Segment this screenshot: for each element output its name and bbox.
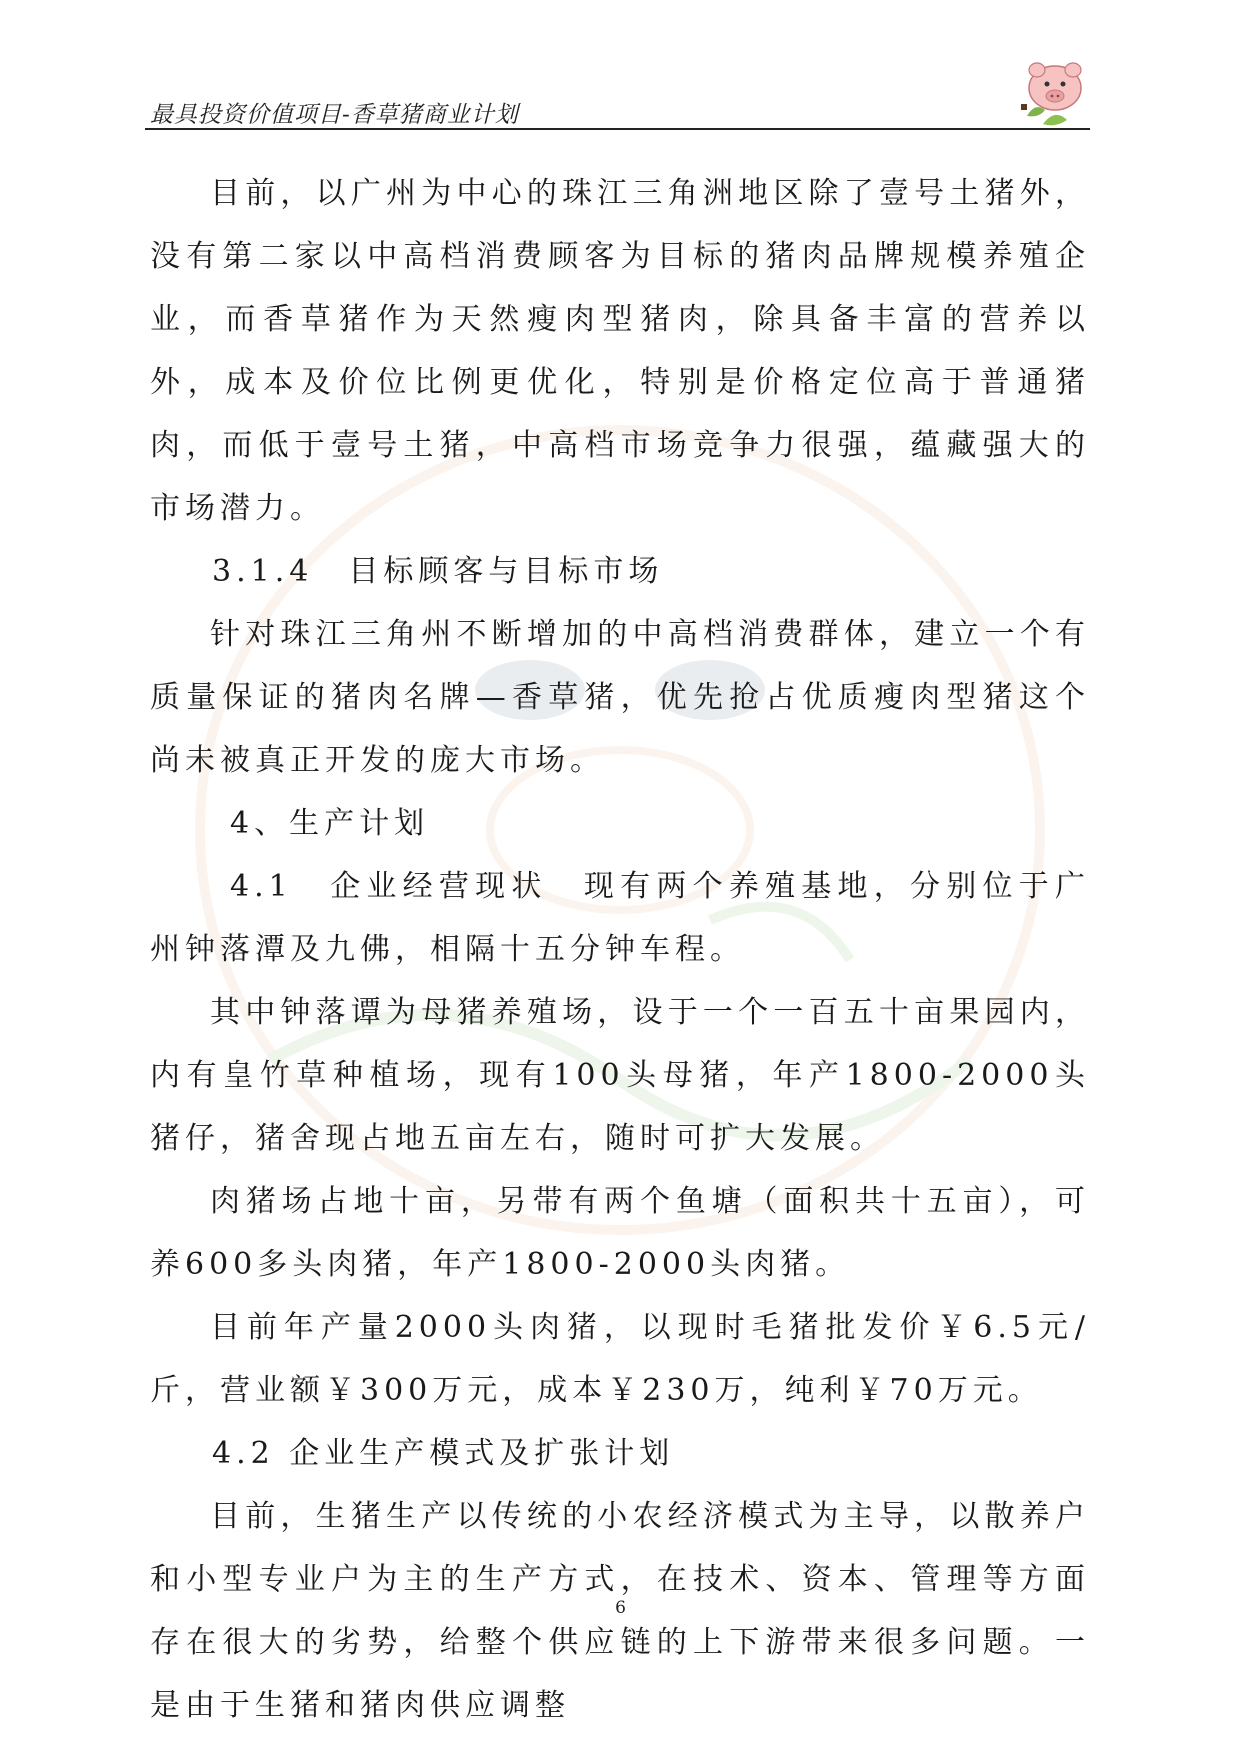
paragraph: 目前，生猪生产以传统的小农经济模式为主导，以散养户和小型专业户为主的生产方式，在技术、资本、管理等方面存在很大的劣势，给整个供应链的上下游带来很多问题。一是由于生猪和猪肉供应调整 xyxy=(150,1499,1090,1723)
section-heading-4: 4、生产计划 xyxy=(230,806,430,841)
page-number: 6 xyxy=(615,1598,626,1618)
header-divider xyxy=(145,128,1090,130)
section-heading-3-1-4: 3.1.4 目标顾客与目标市场 xyxy=(212,554,664,589)
header-title: 最具投资价值项目-香草猪商业计划 xyxy=(150,102,519,128)
paragraph: 肉猪场占地十亩，另带有两个鱼塘（面积共十五亩），可养600多头肉猪，年产1800-2000头肉猪。 xyxy=(150,1184,1090,1282)
paragraph: 目前，以广州为中心的珠江三角洲地区除了壹号土猪外，没有第二家以中高档消费顾客为目标的猪肉品牌规模养殖企业，而香草猪作为天然瘦肉型猪肉，除具备丰富的营养以外，成本及价位比例更优化，特别是价格定位高于普通猪肉，而低于壹号土猪，中高档市场竞争力很强，蕴藏强大的市场潜力。 xyxy=(150,176,1090,526)
pig-logo-icon xyxy=(1015,58,1090,130)
paragraph: 目前年产量2000头肉猪，以现时毛猪批发价￥6.5元/斤，营业额￥300万元，成本￥230万，纯利￥70万元。 xyxy=(150,1310,1090,1408)
paragraph: 针对珠江三角州不断增加的中高档消费群体，建立一个有质量保证的猪肉名牌—香草猪，优先抢占优质瘦肉型猪这个尚未被真正开发的庞大市场。 xyxy=(150,617,1090,778)
document-body xyxy=(150,162,1090,1737)
paragraph: 其中钟落谭为母猪养殖场，设于一个一百五十亩果园内，内有皇竹草种植场，现有100头母猪，年产1800-2000头猪仔，猪舍现占地五亩左右，随时可扩大发展。 xyxy=(150,995,1090,1156)
section-4-1-paragraph: 4.1 企业经营现状 现有两个养殖基地，分别位于广州钟落潭及九佛，相隔十五分钟车程。 xyxy=(150,869,1090,967)
section-heading-4-2: 4.2 企业生产模式及扩张计划 xyxy=(212,1436,675,1471)
